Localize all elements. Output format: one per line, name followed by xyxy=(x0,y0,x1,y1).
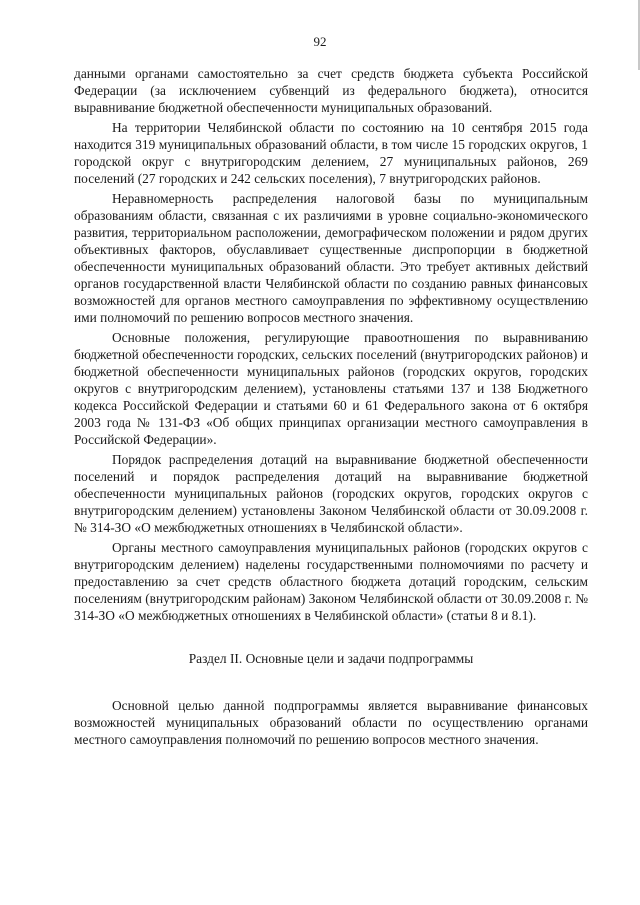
paragraph-7: Основной целью данной подпрограммы является выравнивание финансовых возможностей муниципальных образований области по осуществлению органами местного самоуправления полномочий по решению вопросов местного значения. xyxy=(74,698,588,747)
section-title: Раздел II. Основные цели и задачи подпрограммы xyxy=(188,651,474,666)
paragraph-1: данными органами самостоятельно за счет средств бюджета субъекта Российской Федерации (за исключением субвенций из федерального бюджета), относится выравнивание бюджетной обеспеченности муниципальных образований. xyxy=(74,66,588,115)
document-body xyxy=(74,65,588,751)
paragraph-3: Неравномерность распределения налоговой базы по муниципальным образованиям области, связанная с их различиями в уровне социально-экономического развития, территориальном расположении, демографическом положении и рядом других объективных факторов, обуславливает существенные диспропорции в бюджетной обеспеченности муниципальных образований области. Это требует активных действий органов государственной власти Челябинской области по созданию равных финансовых возможностей для органов местного самоуправления по эффективному осуществлению ими полномочий по решению вопросов местного значения. xyxy=(74,191,588,325)
paragraph-4: Основные положения, регулирующие правоотношения по выравниванию бюджетной обеспеченности городских, сельских поселений (внутригородских районов) и бюджетной обеспеченности муниципальных районов (городских округов, городских округов с внутригородским делением), установлены статьями 137 и 138 Бюджетного кодекса Российской Федерации и статьями 60 и 61 Федерального закона от 6 октября 2003 года № 131-ФЗ «Об общих принципах организации местного самоуправления в Российской Федерации». xyxy=(74,330,588,447)
paragraph-2: На территории Челябинской области по состоянию на 10 сентября 2015 года находится 319 муниципальных образований области, в том числе 15 городских округов, 1 городской округ с внутригородским делением, 27 муниципальных районов, 269 поселений (27 городских и 242 сельских поселения), 7 внутригородских районов. xyxy=(74,120,588,186)
page-number: 92 xyxy=(313,34,327,49)
paragraph-5: Порядок распределения дотаций на выравнивание бюджетной обеспеченности поселений и порядок распределения дотаций на выравнивание бюджетной обеспеченности муниципальных районов (городских округов, городских округов с внутригородским делением) установлены Законом Челябинской области от 30.09.2008 г. № 314-ЗО «О межбюджетных отношениях в Челябинской области». xyxy=(74,452,588,535)
paragraph-6: Органы местного самоуправления муниципальных районов (городских округов с внутригородским делением) наделены государственными полномочиями по расчету и предоставлению за счет средств областного бюджета дотаций городским, сельским поселениям (внутригородским районам) Законом Челябинской области от 30.09.2008 г. № 314-ЗО «О межбюджетных отношениях в Челябинской области» (статьи 8 и 8.1). xyxy=(74,540,588,623)
